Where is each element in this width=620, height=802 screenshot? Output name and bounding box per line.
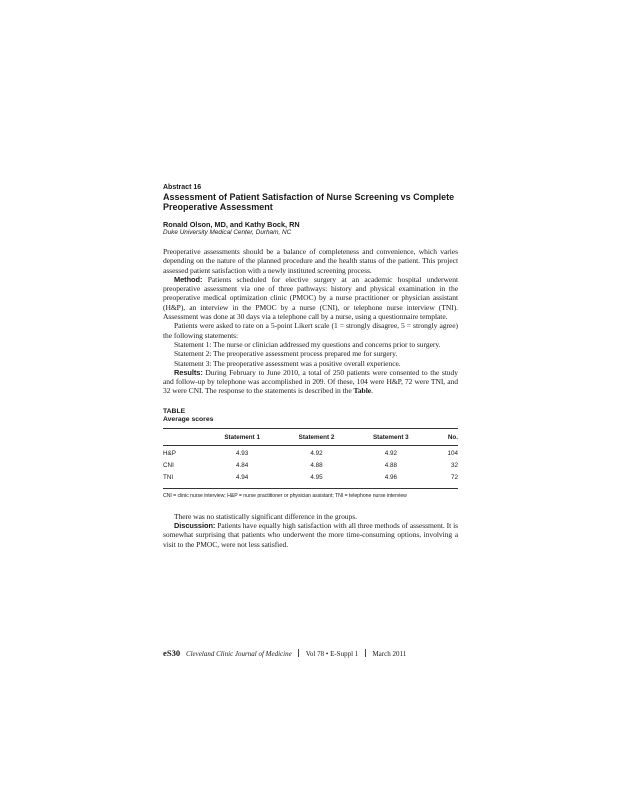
abstract-label: Abstract 16 <box>163 184 202 191</box>
header-cell-statement-2: Statement 2 <box>298 433 335 441</box>
table-cell: 104 <box>447 449 458 457</box>
closing-body <box>163 512 458 549</box>
discussion-heading: Discussion: <box>174 521 216 531</box>
table-cell: 4.92 <box>384 449 397 457</box>
journal-volume: Vol 78 • E-Suppl 1 <box>305 650 359 658</box>
table-section <box>163 408 458 500</box>
table-footnote: CNI = clinic nurse interview; H&P = nurse practitioner or physician assistant; TNI = telephone nurse interview <box>163 492 407 499</box>
no-difference-paragraph: There was no statistically significant difference in the groups. <box>174 511 357 521</box>
page-footer <box>163 648 463 658</box>
scores-table <box>163 428 458 489</box>
results-end: . <box>371 386 373 396</box>
statement-3: Statement 3: The preoperative assessment was a positive overall experience. <box>174 358 401 368</box>
table-cell: 4.94 <box>236 473 249 481</box>
likert-paragraph: Patients were asked to rate on a 5-point Likert scale (1 = strongly disagree, 5 = strongly agree) the following statements: <box>163 321 458 340</box>
journal-date: March 2011 <box>372 650 407 658</box>
abstract-title: Assessment of Patient Satisfaction of Nurse Screening vs Complete Preoperative Assessment <box>163 192 455 212</box>
table-cell: 4.95 <box>310 473 323 481</box>
table-row <box>163 472 458 489</box>
method-text: Patients scheduled for elective surgery at an academic hospital underwent preoperative assessment via one of three pathways: history and physical examination in the preoperative medical optimization clinic (PMOC) by a nurse practitioner or physician assistant (H&P), an interview in the PMOC by a nurse (CNI), or telephone nurse interview (TNI). Assessment was done at 30 days via a telephone call by a nurse, using a questionnaire template. <box>163 274 458 322</box>
abstract-page <box>163 183 458 549</box>
table-reference: Table <box>353 386 372 396</box>
header-cell-count: No. <box>447 433 458 441</box>
table-row <box>163 445 458 460</box>
footer-divider <box>365 649 366 657</box>
table-cell: CNI <box>163 461 174 469</box>
table-cell: 4.93 <box>236 449 249 457</box>
table-cell: H&P <box>163 449 176 457</box>
table-cell: 72 <box>450 473 458 481</box>
page-number: eS30 <box>163 648 181 658</box>
header-cell-group <box>163 428 205 445</box>
discussion-paragraph <box>163 521 458 549</box>
authors: Ronald Olson, MD, and Kathy Bock, RN <box>163 220 300 229</box>
table-header-row <box>163 428 458 445</box>
table-cell: 4.88 <box>384 461 397 469</box>
table-cell: 4.92 <box>310 449 323 457</box>
results-heading: Results: <box>174 367 203 377</box>
abstract-body <box>163 247 458 396</box>
table-subtitle: Average scores <box>163 415 214 423</box>
table-cell: 4.96 <box>384 473 397 481</box>
statement-2: Statement 2: The preoperative assessment process prepared me for surgery. <box>174 349 398 359</box>
affiliation: Duke University Medical Center, Durham, NC <box>163 229 292 236</box>
table-row <box>163 460 458 472</box>
table-cell: 32 <box>450 461 458 469</box>
discussion-text: Patients have equally high satisfaction with all three methods of assessment. It is somewhat surprising that patients who underwent the more time-consuming options, involving a visit to the PMOC, were not less satisfied. <box>163 521 458 549</box>
header-cell-statement-3: Statement 3 <box>372 433 409 441</box>
journal-name: Cleveland Clinic Journal of Medicine <box>185 650 292 658</box>
statement-1: Statement 1: The nurse or clinician addressed my questions and concerns prior to surgery. <box>174 339 441 349</box>
header-cell-statement-1: Statement 1 <box>224 433 261 441</box>
results-paragraph <box>163 368 458 396</box>
table-cell: 4.88 <box>310 461 323 469</box>
table-title: TABLE <box>163 407 186 415</box>
intro-paragraph: Preoperative assessments should be a balance of completeness and convenience, which varies depending on the nature of the planned procedure and the health status of the patient. This project assessed patient satisfaction with a newly instituted screening process. <box>163 247 458 275</box>
table-cell: TNI <box>163 473 174 481</box>
table-cell: 4.84 <box>236 461 249 469</box>
results-text: During February to June 2010, a total of 250 patients were consented to the study and follow-up by telephone was accomplished in 209. Of these, 104 were H&P, 72 were TNI, and 32 were CNI. The response to the statements is described in the <box>163 367 458 396</box>
footer-divider <box>298 649 299 657</box>
method-heading: Method: <box>174 274 203 284</box>
method-paragraph <box>163 275 458 321</box>
